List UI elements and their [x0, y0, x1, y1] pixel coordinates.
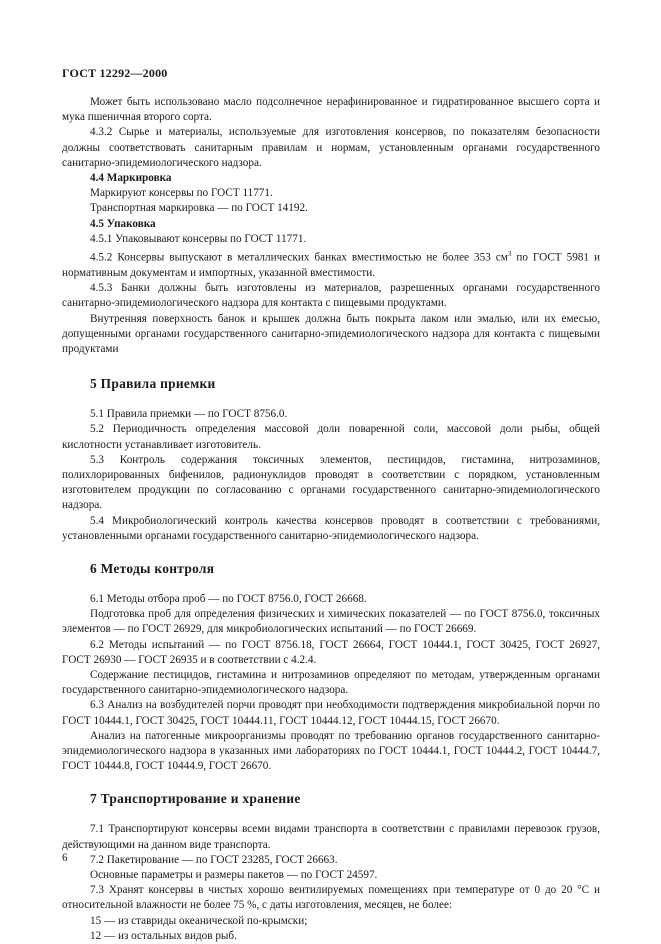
- superscript: 3: [507, 250, 512, 259]
- paragraph-text: по ГОСТ 5981 и нормативным документам и импортных, указанной вместимости.: [62, 251, 600, 279]
- paragraph: Содержание пестицидов, гистамина и нитрозаминов определяют по методам, утвержденным органами государственного санитарно-эпидемиологического надзора.: [62, 669, 600, 697]
- paragraph: Может быть использовано масло подсолнечное нерафинированное и гидратированное высшего сорта и мука пшеничная второго сорта.: [62, 96, 600, 124]
- subsection-heading-marking: 4.4 Маркировка: [90, 172, 172, 185]
- paragraph: Транспортная маркировка — по ГОСТ 14192.: [90, 202, 308, 215]
- paragraph: 12 — из остальных видов рыб.: [90, 929, 237, 942]
- paragraph: 7.3 Хранят консервы в чистых хорошо вентилируемых помещениях при температуре от 0 до 20 °С и относительной влажности не более 75 %, с даты изготовления, месяцев, не более:: [62, 884, 600, 912]
- paragraph: 5.4 Микробиологический контроль качества консервов проводят в соответствии с требованиями, установленными органами государственного санитарно-эпидемиологического надзора.: [62, 514, 600, 542]
- paragraph: 5.1 Правила приемки — по ГОСТ 8756.0.: [90, 408, 288, 421]
- paragraph: Анализ на патогенные микроорганизмы проводят по требованию органов государственного санитарно-эпидемиологического надзора в указанных ими лабораториях по ГОСТ 10444.1, ГОСТ 10444.2, ГОСТ 10444.7, ГОСТ 10444.8, ГОСТ 10444.9, ГОСТ 26670.: [62, 729, 600, 773]
- page-number: 6: [62, 852, 68, 864]
- paragraph: 4.3.2 Сырье и материалы, используемые для изготовления консервов, по показателям безопасности должны соответствовать санитарным правилам и нормам, установленным органами государственного санитарно-эпидемиологического надзора.: [62, 126, 600, 169]
- paragraph-text: 4.5.2 Консервы выпускают в металлических банках вместимостью не более 353 см: [90, 251, 508, 264]
- section-title-acceptance: 5 Правила приемки: [90, 376, 216, 392]
- paragraph: 15 — из ставриды океанической по-крымски;: [90, 914, 308, 927]
- paragraph: Маркируют консервы по ГОСТ 11771.: [90, 187, 273, 200]
- subsection-heading-packaging: 4.5 Упаковка: [90, 217, 156, 230]
- paragraph: [62, 247, 600, 281]
- paragraph: Подготовка проб для определения физических и химических показателей — по ГОСТ 8756.0, токсичных элементов — по ГОСТ 26929, для микробиологических испытаний — по ГОСТ 26669.: [62, 608, 600, 636]
- document-body: [62, 95, 600, 944]
- paragraph: 7.1 Транспортируют консервы всеми видами транспорта в соответствии с правилами перевозок грузов, действующими на данном виде транспорта.: [62, 823, 600, 851]
- paragraph: 6.3 Анализ на возбудителей порчи проводят при необходимости подтверждения микробиальной порчи по ГОСТ 10444.1, ГОСТ 30425, ГОСТ 10444.11, ГОСТ 10444.12, ГОСТ 10444.15, ГОСТ 26670.: [62, 699, 600, 727]
- paragraph: 6.2 Методы испытаний — по ГОСТ 8756.18, ГОСТ 26664, ГОСТ 10444.1, ГОСТ 30425, ГОСТ 26927, ГОСТ 26930 — ГОСТ 26935 и в соответствии с 4.2.4.: [62, 638, 600, 666]
- section-title-methods: 6 Методы контроля: [90, 561, 215, 577]
- paragraph: 6.1 Методы отбора проб — по ГОСТ 8756.0, ГОСТ 26668.: [90, 593, 367, 606]
- paragraph: 5.2 Периодичность определения массовой доли поваренной соли, массовой доли рыбы, общей кислотности устанавливает изготовитель.: [62, 423, 600, 451]
- document-code-header: ГОСТ 12292—2000: [62, 66, 168, 80]
- paragraph: Внутренняя поверхность банок и крышек должна быть покрыта лаком или эмалью, или их емесью, допущенными органами государственного санитарно-эпидемиологического надзора для контакта с пищевыми продуктами: [62, 312, 600, 355]
- paragraph: 5.3 Контроль содержания токсичных элементов, пестицидов, гистамина, нитрозаминов, полихлорированных бифенилов, радионуклидов проводят в соответствии с порядком, установленным изготовителем продукции по согласованию с органами государственного санитарно-эпидемиологического надзора.: [62, 453, 600, 512]
- paragraph: 4.5.1 Упаковывают консервы по ГОСТ 11771.: [90, 232, 307, 245]
- paragraph: 7.2 Пакетирование — по ГОСТ 23285, ГОСТ 26663.: [90, 853, 338, 866]
- section-title-transport-storage: 7 Транспортирование и хранение: [90, 791, 301, 807]
- paragraph: 4.5.3 Банки должны быть изготовлены из материалов, разрешенных органами государственного санитарно-эпидемиологического надзора для контакта с пищевыми продуктами.: [62, 282, 600, 310]
- paragraph: Основные параметры и размеры пакетов — по ГОСТ 24597.: [90, 869, 378, 882]
